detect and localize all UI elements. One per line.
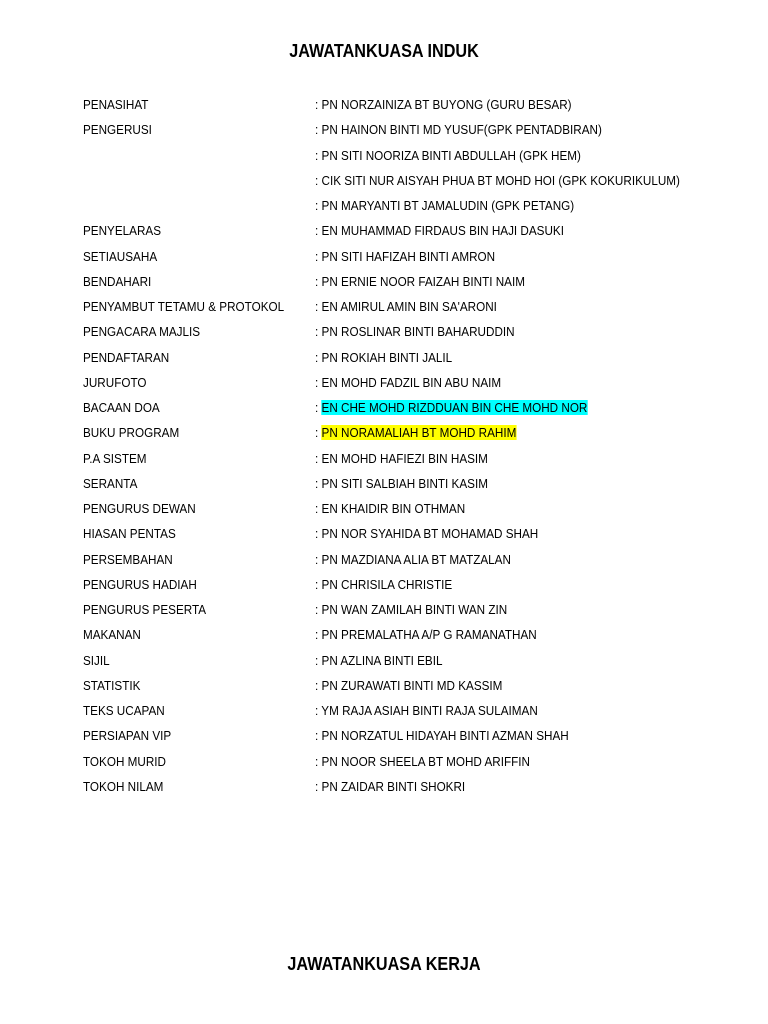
committee-list (83, 96, 723, 803)
member-name: : PN HAINON BINTI MD YUSUF(GPK PENTADBIRAN) (315, 122, 602, 138)
section-title: JAWATANKUASA KERJA (287, 954, 481, 974)
role-label: TOKOH MURID (83, 753, 166, 769)
role-label: HIASAN PENTAS (83, 526, 176, 542)
committee-row (83, 298, 723, 323)
member-name: : PN NOR SYAHIDA BT MOHAMAD SHAH (315, 526, 539, 542)
role-label: P.A SISTEM (83, 450, 147, 466)
role-label: MAKANAN (83, 627, 141, 643)
member-name: : PN NORZATUL HIDAYAH BINTI AZMAN SHAH (315, 728, 569, 744)
member-name: : PN ROKIAH BINTI JALIL (315, 349, 453, 365)
member-name: : PN PREMALATHA A/P G RAMANATHAN (315, 627, 537, 643)
member-name: : PN MARYANTI BT JAMALUDIN (GPK PETANG) (315, 198, 575, 213)
page-title: JAWATANKUASA INDUK (289, 41, 479, 61)
committee-row (83, 601, 723, 626)
role-label: PERSEMBAHAN (83, 551, 173, 567)
role-label: TEKS UCAPAN (83, 703, 165, 718)
committee-row (83, 778, 723, 803)
committee-row (83, 500, 723, 525)
committee-row (83, 626, 723, 651)
member-name: : PN MAZDIANA ALIA BT MATZALAN (315, 551, 511, 567)
member-name: : CIK SITI NUR AISYAH PHUA BT MOHD HOI (GPK KOKURIKULUM) (315, 172, 680, 188)
member-name: : EN MOHD FADZIL BIN ABU NAIM (315, 374, 502, 390)
committee-row (83, 576, 723, 601)
member-name: : PN NORZAINIZA BT BUYONG (GURU BESAR) (315, 97, 572, 112)
committee-row (83, 147, 723, 172)
role-label: PENYAMBUT TETAMU & PROTOKOL (83, 299, 285, 314)
role-label: PERSIAPAN VIP (83, 728, 172, 744)
committee-row (83, 475, 723, 500)
member-name: : PN WAN ZAMILAH BINTI WAN ZIN (315, 602, 508, 617)
member-name: : EN AMIRUL AMIN BIN SA'ARONI (315, 299, 497, 314)
committee-row (83, 172, 723, 197)
role-label: BENDAHARI (83, 273, 152, 289)
role-label: PENGURUS HADIAH (83, 576, 197, 592)
role-label: SETIAUSAHA (83, 248, 158, 264)
role-label: BACAAN DOA (83, 400, 160, 415)
highlighted-name: PN NORAMALIAH BT MOHD RAHIM (321, 425, 517, 441)
member-name: : PN NORAMALIAH BT MOHD RAHIM (315, 425, 517, 441)
committee-row (83, 525, 723, 550)
committee-row (83, 702, 723, 727)
member-name: : PN ZURAWATI BINTI MD KASSIM (315, 677, 503, 693)
member-name: : YM RAJA ASIAH BINTI RAJA SULAIMAN (315, 703, 538, 718)
role-label: SERANTA (83, 475, 138, 491)
role-label: PENGURUS DEWAN (83, 501, 196, 516)
role-label: PENGACARA MAJLIS (83, 324, 201, 340)
member-name: : EN CHE MOHD RIZDDUAN BIN CHE MOHD NOR (315, 400, 588, 415)
member-name: : EN KHAIDIR BIN OTHMAN (315, 501, 466, 516)
role-label: BUKU PROGRAM (83, 425, 180, 441)
member-name: : PN SITI SALBIAH BINTI KASIM (315, 475, 488, 491)
committee-row (83, 96, 723, 121)
member-name: : EN MUHAMMAD FIRDAUS BIN HAJI DASUKI (315, 223, 564, 239)
member-name: : PN SITI HAFIZAH BINTI AMRON (315, 248, 496, 264)
committee-row (83, 677, 723, 702)
committee-row (83, 323, 723, 348)
role-label: SIJIL (83, 652, 110, 668)
committee-row (83, 652, 723, 677)
role-label: PENDAFTARAN (83, 349, 170, 365)
member-name: : PN AZLINA BINTI EBIL (315, 652, 443, 668)
committee-row (83, 349, 723, 374)
role-label: JURUFOTO (83, 374, 147, 390)
member-name: : PN SITI NOORIZA BINTI ABDULLAH (GPK HEM) (315, 147, 581, 163)
role-label: PENGERUSI (83, 122, 152, 138)
member-name: : EN MOHD HAFIEZI BIN HASIM (315, 450, 488, 466)
member-name: : PN ROSLINAR BINTI BAHARUDDIN (315, 324, 515, 340)
member-name: : PN ERNIE NOOR FAIZAH BINTI NAIM (315, 273, 525, 289)
committee-row (83, 399, 723, 424)
committee-row (83, 273, 723, 298)
role-label: PENASIHAT (83, 97, 149, 112)
committee-row (83, 248, 723, 273)
committee-row (83, 121, 723, 146)
role-label: PENYELARAS (83, 223, 162, 239)
role-label: PENGURUS PESERTA (83, 602, 207, 617)
committee-row (83, 424, 723, 449)
committee-row (83, 727, 723, 752)
role-label: TOKOH NILAM (83, 778, 164, 794)
member-name: : PN ZAIDAR BINTI SHOKRI (315, 778, 466, 794)
committee-row (83, 753, 723, 778)
committee-row (83, 222, 723, 247)
committee-row (83, 197, 723, 222)
committee-row (83, 374, 723, 399)
member-name: : PN CHRISILA CHRISTIE (315, 576, 453, 592)
committee-row (83, 450, 723, 475)
highlighted-name: EN CHE MOHD RIZDDUAN BIN CHE MOHD NOR (321, 400, 588, 415)
committee-row (83, 551, 723, 576)
role-label: STATISTIK (83, 677, 141, 693)
member-name: : PN NOOR SHEELA BT MOHD ARIFFIN (315, 753, 530, 769)
